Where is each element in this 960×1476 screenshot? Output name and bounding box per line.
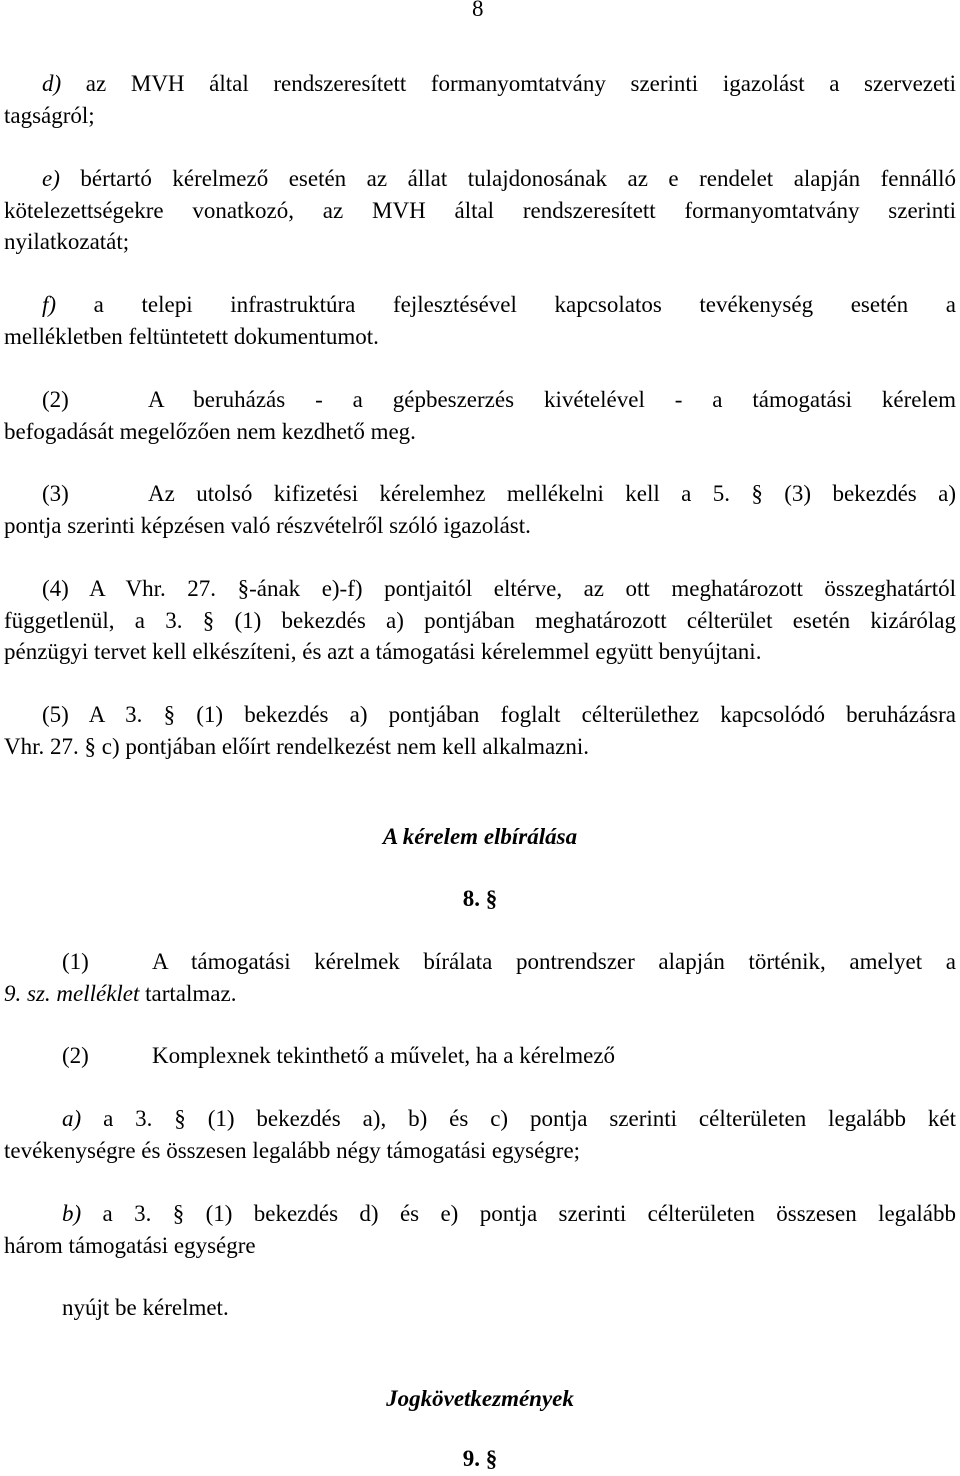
section-heading: A kérelem elbírálása xyxy=(382,824,578,849)
paragraph-3: (3) Az utolsó kifizetési kérelemhez mellékelni kell a 5. § (3) bekezdés a) pontja szerinti képzésen való részvételről szóló igazolást. xyxy=(4,481,956,538)
section8-item-a: a) a 3. § (1) bekezdés a), b) és c) pontja szerinti célterületen legalább két tevékenységre és összesen legalább négy támogatási egységre; xyxy=(4,1106,956,1163)
section-number: 8. § xyxy=(462,886,498,911)
section8-paragraph-2: (2) Komplexnek tekinthető a művelet, ha a kérelmező xyxy=(62,1043,616,1068)
closing-line: nyújt be kérelmet. xyxy=(62,1295,229,1320)
paragraph-4: (4) A Vhr. 27. §-ának e)-f) pontjaitól eltérve, az ott meghatározott összeghatártól függetlenül, a 3. § (1) bekezdés a) pontjában meghatározott célterület esetén kizárólag pénzügyi tervet kell elkészíteni, és azt a támogatási kérelemmel együtt benyújtani. xyxy=(4,576,956,664)
annex-reference: 9. sz. melléklet xyxy=(4,980,140,1006)
paragraph-e: e) bértartó kérelmező esetén az állat tulajdonosának az e rendelet alapján fennálló kötelezettségekre vonatkozó, az MVH által rendszeresített formanyomtatvány szerinti nyilatkozatát; xyxy=(4,166,956,254)
section-number: 9. § xyxy=(462,1446,498,1471)
paragraph-f: f) a telepi infrastruktúra fejlesztésével kapcsolatos tevékenység esetén a mellékletben feltüntetett dokumentumot. xyxy=(4,292,956,349)
item-label: a) xyxy=(62,1106,82,1131)
item-label: b) xyxy=(62,1201,82,1226)
item-label: f) xyxy=(42,292,57,317)
section-heading: Jogkövetkezmények xyxy=(386,1386,574,1411)
section8-item-b: b) a 3. § (1) bekezdés d) és e) pontja szerinti célterületen összesen legalább három támogatási egységre xyxy=(4,1201,956,1258)
paragraph-2: (2) A beruházás - a gépbeszerzés kivételével - a támogatási kérelem befogadását megelőzően nem kezdhető meg. xyxy=(4,387,956,444)
paragraph-5: (5) A 3. § (1) bekezdés a) pontjában foglalt célterülethez kapcsolódó beruházásra Vhr. 27. § c) pontjában előírt rendelkezést nem kell alkalmazni. xyxy=(4,702,956,759)
item-label: d) xyxy=(42,71,62,96)
item-label: e) xyxy=(42,166,60,191)
paragraph-d: d) az MVH által rendszeresített formanyomtatvány szerinti igazolást a szervezeti tagságról; xyxy=(4,71,956,128)
page-number: 8 xyxy=(472,0,484,21)
section8-paragraph-1: (1) A támogatási kérelmek bírálata pontrendszer alapján történik, amelyet a 9. sz. melléklet tartalmaz. xyxy=(4,949,956,1006)
